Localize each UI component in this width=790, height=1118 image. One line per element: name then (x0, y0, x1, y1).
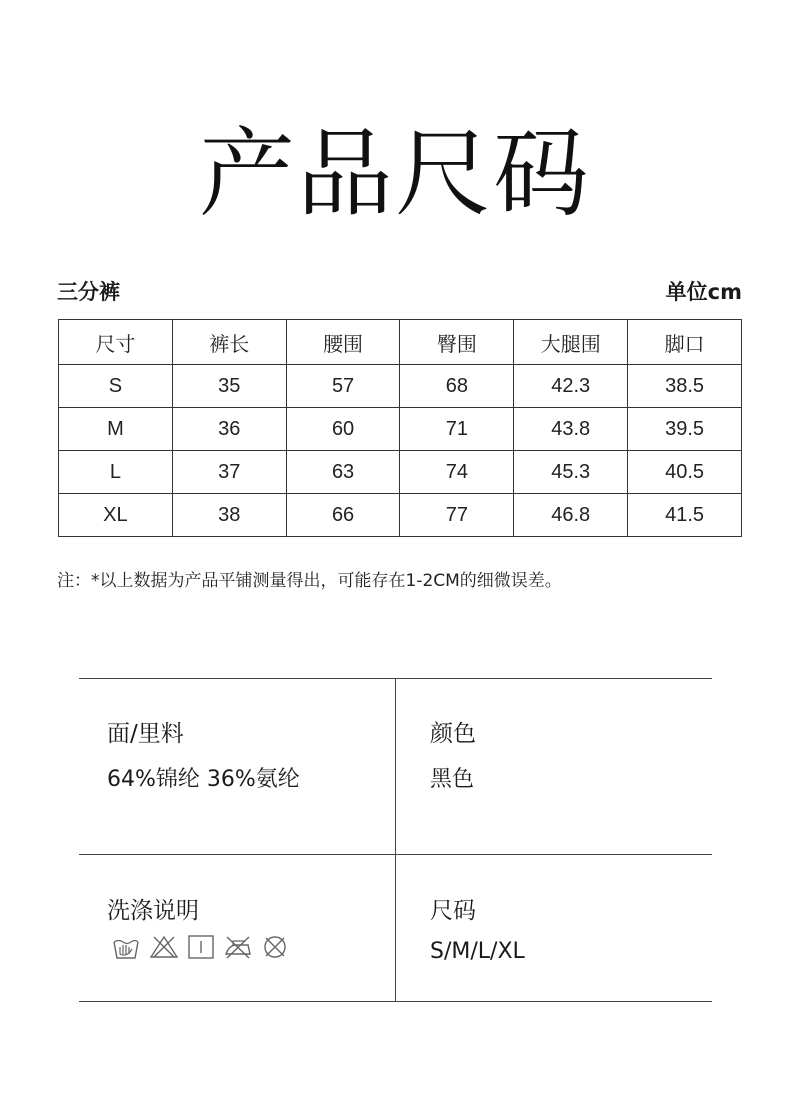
header-hip: 臀围 (400, 320, 514, 365)
measurement-note: 注：*以上数据为产品平铺测量得出，可能存在1-2CM的细微误差。 (57, 571, 562, 591)
divider (395, 678, 396, 1002)
fabric-value: 64%锦纶 36%氨纶 (107, 767, 300, 792)
table-cell: 45.3 (514, 451, 628, 494)
table-cell: 71 (400, 408, 514, 451)
line-dry-icon (187, 934, 215, 960)
table-cell: 63 (286, 451, 400, 494)
size-table-header (59, 320, 742, 365)
table-cell: 60 (286, 408, 400, 451)
table-cell: XL (59, 494, 173, 537)
no-dry-clean-icon (261, 934, 289, 960)
table-cell: 68 (400, 365, 514, 408)
table-cell: 57 (286, 365, 400, 408)
table-row (59, 451, 742, 494)
product-type-label: 三分裤 (57, 280, 120, 304)
header-size: 尺寸 (59, 320, 173, 365)
table-cell: 38 (172, 494, 286, 537)
size-label: 尺码 (430, 898, 476, 924)
table-cell: 40.5 (628, 451, 742, 494)
header-leg-opening: 脚口 (628, 320, 742, 365)
table-cell: L (59, 451, 173, 494)
page-title: 产品尺码 (199, 118, 591, 230)
no-bleach-icon (149, 934, 179, 960)
table-cell: 37 (172, 451, 286, 494)
color-label: 颜色 (430, 721, 476, 747)
table-cell: 38.5 (628, 365, 742, 408)
table-row (59, 494, 742, 537)
table-cell: 43.8 (514, 408, 628, 451)
table-cell: M (59, 408, 173, 451)
header-length: 裤长 (172, 320, 286, 365)
no-iron-icon (223, 934, 253, 960)
table-cell: 77 (400, 494, 514, 537)
color-value: 黑色 (430, 767, 475, 792)
product-info-grid (79, 678, 712, 1002)
table-row (59, 365, 742, 408)
header-thigh: 大腿围 (514, 320, 628, 365)
table-cell: 74 (400, 451, 514, 494)
table-cell: 46.8 (514, 494, 628, 537)
size-value: S/M/L/XL (430, 939, 525, 964)
table-cell: 35 (172, 365, 286, 408)
table-cell: 39.5 (628, 408, 742, 451)
fabric-label: 面/里料 (107, 721, 184, 747)
table-cell: 41.5 (628, 494, 742, 537)
size-table (58, 319, 742, 537)
header-waist: 腰围 (286, 320, 400, 365)
care-label: 洗涤说明 (107, 898, 199, 924)
unit-label: 单位cm (665, 280, 742, 304)
table-cell: S (59, 365, 173, 408)
hand-wash-icon (111, 934, 141, 960)
table-row (59, 408, 742, 451)
care-icons (111, 934, 289, 960)
table-cell: 42.3 (514, 365, 628, 408)
table-cell: 36 (172, 408, 286, 451)
table-header-row (57, 276, 742, 306)
table-cell: 66 (286, 494, 400, 537)
